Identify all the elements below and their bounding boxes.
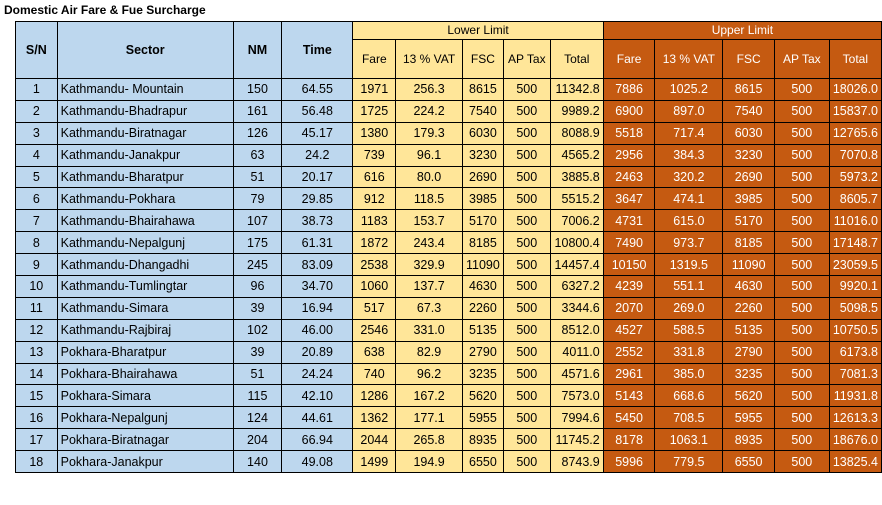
table-row xyxy=(16,144,882,166)
cell-lower-total: 4571.6 xyxy=(550,363,603,385)
cell-nm: 96 xyxy=(233,276,281,298)
cell-lower-vat: 67.3 xyxy=(396,297,463,319)
cell-lower-ap-tax: 500 xyxy=(503,232,550,254)
header-upper-limit: Upper Limit xyxy=(603,22,881,40)
cell-lower-total: 9989.2 xyxy=(550,100,603,122)
cell-lower-vat: 82.9 xyxy=(396,341,463,363)
cell-upper-ap-tax: 500 xyxy=(774,429,829,451)
cell-sector: Kathmandu-Biratnagar xyxy=(57,122,233,144)
cell-nm: 150 xyxy=(233,79,281,101)
cell-upper-total: 8605.7 xyxy=(829,188,881,210)
cell-lower-vat: 224.2 xyxy=(396,100,463,122)
cell-upper-ap-tax: 500 xyxy=(774,341,829,363)
cell-upper-ap-tax: 500 xyxy=(774,385,829,407)
cell-upper-fare: 3647 xyxy=(603,188,655,210)
cell-upper-vat: 331.8 xyxy=(655,341,723,363)
cell-upper-fare: 5518 xyxy=(603,122,655,144)
cell-lower-total: 4011.0 xyxy=(550,341,603,363)
cell-lower-total: 7006.2 xyxy=(550,210,603,232)
header-lower-limit: Lower Limit xyxy=(353,22,603,40)
cell-nm: 79 xyxy=(233,188,281,210)
cell-lower-fsc: 5620 xyxy=(462,385,503,407)
cell-upper-fare: 7490 xyxy=(603,232,655,254)
cell-upper-vat: 474.1 xyxy=(655,188,723,210)
cell-lower-fare: 1872 xyxy=(353,232,396,254)
cell-sn: 11 xyxy=(16,297,58,319)
header-lower-fare: Fare xyxy=(353,40,396,79)
cell-upper-vat: 779.5 xyxy=(655,451,723,473)
table-row xyxy=(16,451,882,473)
cell-time: 44.61 xyxy=(282,407,353,429)
table-row xyxy=(16,297,882,319)
cell-lower-fare: 1362 xyxy=(353,407,396,429)
cell-lower-vat: 194.9 xyxy=(396,451,463,473)
cell-nm: 115 xyxy=(233,385,281,407)
table-row xyxy=(16,341,882,363)
cell-upper-total: 7081.3 xyxy=(829,363,881,385)
cell-upper-fare: 2552 xyxy=(603,341,655,363)
cell-upper-fare: 2956 xyxy=(603,144,655,166)
cell-upper-fsc: 8615 xyxy=(723,79,775,101)
cell-upper-fsc: 5955 xyxy=(723,407,775,429)
cell-lower-fsc: 5955 xyxy=(462,407,503,429)
header-lower-fsc: FSC xyxy=(462,40,503,79)
cell-time: 46.00 xyxy=(282,319,353,341)
cell-time: 24.24 xyxy=(282,363,353,385)
cell-time: 20.89 xyxy=(282,341,353,363)
cell-lower-ap-tax: 500 xyxy=(503,319,550,341)
cell-nm: 39 xyxy=(233,297,281,319)
cell-lower-vat: 243.4 xyxy=(396,232,463,254)
cell-lower-fare: 1971 xyxy=(353,79,396,101)
cell-lower-total: 10800.4 xyxy=(550,232,603,254)
cell-upper-fsc: 8185 xyxy=(723,232,775,254)
cell-lower-fsc: 11090 xyxy=(462,254,503,276)
cell-sector: Kathmandu-Pokhara xyxy=(57,188,233,210)
cell-lower-fsc: 4630 xyxy=(462,276,503,298)
cell-lower-total: 6327.2 xyxy=(550,276,603,298)
cell-lower-total: 3885.8 xyxy=(550,166,603,188)
cell-sn: 9 xyxy=(16,254,58,276)
cell-lower-vat: 265.8 xyxy=(396,429,463,451)
cell-upper-ap-tax: 500 xyxy=(774,232,829,254)
cell-sector: Kathmandu-Bhairahawa xyxy=(57,210,233,232)
cell-lower-fsc: 3985 xyxy=(462,188,503,210)
cell-upper-total: 5098.5 xyxy=(829,297,881,319)
cell-upper-vat: 1025.2 xyxy=(655,79,723,101)
cell-upper-total: 5973.2 xyxy=(829,166,881,188)
table-row xyxy=(16,166,882,188)
cell-upper-vat: 897.0 xyxy=(655,100,723,122)
cell-lower-vat: 177.1 xyxy=(396,407,463,429)
table-row xyxy=(16,210,882,232)
header-lower-ap-tax: AP Tax xyxy=(503,40,550,79)
cell-sector: Pokhara-Bhairahawa xyxy=(57,363,233,385)
header-sn: S/N xyxy=(16,22,58,79)
cell-upper-total: 11931.8 xyxy=(829,385,881,407)
table-row xyxy=(16,122,882,144)
cell-lower-vat: 80.0 xyxy=(396,166,463,188)
header-lower-total: Total xyxy=(550,40,603,79)
header-upper-ap-tax: AP Tax xyxy=(774,40,829,79)
cell-upper-fare: 4527 xyxy=(603,319,655,341)
cell-lower-ap-tax: 500 xyxy=(503,100,550,122)
cell-upper-fsc: 3985 xyxy=(723,188,775,210)
table-row xyxy=(16,407,882,429)
cell-time: 64.55 xyxy=(282,79,353,101)
cell-lower-fare: 739 xyxy=(353,144,396,166)
header-upper-fare: Fare xyxy=(603,40,655,79)
cell-sector: Kathmandu-Bhadrapur xyxy=(57,100,233,122)
table-row xyxy=(16,363,882,385)
header-sector: Sector xyxy=(57,22,233,79)
cell-time: 16.94 xyxy=(282,297,353,319)
cell-upper-vat: 1063.1 xyxy=(655,429,723,451)
cell-lower-fare: 1380 xyxy=(353,122,396,144)
cell-nm: 175 xyxy=(233,232,281,254)
cell-lower-fare: 1060 xyxy=(353,276,396,298)
cell-lower-fare: 740 xyxy=(353,363,396,385)
cell-upper-ap-tax: 500 xyxy=(774,122,829,144)
cell-upper-fare: 4731 xyxy=(603,210,655,232)
cell-sector: Kathmandu-Nepalgunj xyxy=(57,232,233,254)
cell-upper-ap-tax: 500 xyxy=(774,144,829,166)
cell-sn: 2 xyxy=(16,100,58,122)
cell-lower-total: 3344.6 xyxy=(550,297,603,319)
page-title: Domestic Air Fare & Fue Surcharge xyxy=(4,3,206,17)
cell-upper-vat: 320.2 xyxy=(655,166,723,188)
cell-sector: Pokhara-Biratnagar xyxy=(57,429,233,451)
header-nm: NM xyxy=(233,22,281,79)
cell-lower-ap-tax: 500 xyxy=(503,451,550,473)
cell-lower-fare: 638 xyxy=(353,341,396,363)
header-time: Time xyxy=(282,22,353,79)
cell-sn: 16 xyxy=(16,407,58,429)
cell-lower-fare: 1183 xyxy=(353,210,396,232)
cell-upper-vat: 588.5 xyxy=(655,319,723,341)
cell-sn: 12 xyxy=(16,319,58,341)
cell-upper-fare: 8178 xyxy=(603,429,655,451)
cell-lower-fsc: 6030 xyxy=(462,122,503,144)
table-row xyxy=(16,79,882,101)
cell-upper-vat: 717.4 xyxy=(655,122,723,144)
cell-upper-fsc: 11090 xyxy=(723,254,775,276)
cell-upper-total: 15837.0 xyxy=(829,100,881,122)
cell-lower-fare: 616 xyxy=(353,166,396,188)
cell-sn: 15 xyxy=(16,385,58,407)
cell-upper-fsc: 5620 xyxy=(723,385,775,407)
table-row xyxy=(16,100,882,122)
cell-upper-fsc: 5135 xyxy=(723,319,775,341)
cell-sector: Pokhara-Bharatpur xyxy=(57,341,233,363)
table-row xyxy=(16,319,882,341)
cell-lower-total: 4565.2 xyxy=(550,144,603,166)
cell-sn: 10 xyxy=(16,276,58,298)
table-row xyxy=(16,429,882,451)
cell-lower-total: 8743.9 xyxy=(550,451,603,473)
cell-lower-fsc: 6550 xyxy=(462,451,503,473)
cell-lower-ap-tax: 500 xyxy=(503,407,550,429)
cell-lower-fare: 1286 xyxy=(353,385,396,407)
cell-sector: Kathmandu-Dhangadhi xyxy=(57,254,233,276)
cell-upper-fare: 10150 xyxy=(603,254,655,276)
cell-lower-ap-tax: 500 xyxy=(503,188,550,210)
table-row xyxy=(16,385,882,407)
cell-upper-ap-tax: 500 xyxy=(774,210,829,232)
cell-upper-fsc: 8935 xyxy=(723,429,775,451)
cell-sector: Kathmandu-Janakpur xyxy=(57,144,233,166)
cell-time: 29.85 xyxy=(282,188,353,210)
cell-upper-ap-tax: 500 xyxy=(774,451,829,473)
cell-upper-vat: 384.3 xyxy=(655,144,723,166)
cell-sn: 1 xyxy=(16,79,58,101)
cell-upper-total: 18026.0 xyxy=(829,79,881,101)
cell-sn: 14 xyxy=(16,363,58,385)
cell-time: 34.70 xyxy=(282,276,353,298)
cell-lower-ap-tax: 500 xyxy=(503,166,550,188)
cell-sector: Kathmandu-Bharatpur xyxy=(57,166,233,188)
cell-lower-fare: 2044 xyxy=(353,429,396,451)
table-row xyxy=(16,232,882,254)
cell-sn: 7 xyxy=(16,210,58,232)
cell-lower-ap-tax: 500 xyxy=(503,79,550,101)
cell-upper-vat: 708.5 xyxy=(655,407,723,429)
cell-lower-total: 7994.6 xyxy=(550,407,603,429)
cell-lower-fare: 517 xyxy=(353,297,396,319)
cell-lower-vat: 96.2 xyxy=(396,363,463,385)
cell-time: 61.31 xyxy=(282,232,353,254)
cell-lower-vat: 137.7 xyxy=(396,276,463,298)
cell-lower-fsc: 3235 xyxy=(462,363,503,385)
cell-upper-fsc: 7540 xyxy=(723,100,775,122)
cell-upper-total: 12613.3 xyxy=(829,407,881,429)
cell-upper-total: 7070.8 xyxy=(829,144,881,166)
cell-lower-vat: 331.0 xyxy=(396,319,463,341)
cell-upper-vat: 385.0 xyxy=(655,363,723,385)
cell-nm: 140 xyxy=(233,451,281,473)
cell-time: 56.48 xyxy=(282,100,353,122)
cell-lower-fsc: 8185 xyxy=(462,232,503,254)
fare-table xyxy=(15,21,882,473)
cell-nm: 63 xyxy=(233,144,281,166)
cell-time: 49.08 xyxy=(282,451,353,473)
cell-nm: 126 xyxy=(233,122,281,144)
cell-upper-fsc: 2790 xyxy=(723,341,775,363)
cell-upper-fare: 5996 xyxy=(603,451,655,473)
cell-sn: 17 xyxy=(16,429,58,451)
cell-lower-ap-tax: 500 xyxy=(503,276,550,298)
cell-lower-ap-tax: 500 xyxy=(503,341,550,363)
cell-lower-total: 8088.9 xyxy=(550,122,603,144)
cell-nm: 102 xyxy=(233,319,281,341)
cell-upper-fare: 4239 xyxy=(603,276,655,298)
table-row xyxy=(16,188,882,210)
cell-lower-total: 7573.0 xyxy=(550,385,603,407)
cell-sn: 8 xyxy=(16,232,58,254)
cell-nm: 161 xyxy=(233,100,281,122)
cell-upper-fsc: 3235 xyxy=(723,363,775,385)
cell-sn: 13 xyxy=(16,341,58,363)
cell-nm: 51 xyxy=(233,166,281,188)
cell-lower-ap-tax: 500 xyxy=(503,144,550,166)
cell-upper-ap-tax: 500 xyxy=(774,276,829,298)
cell-sector: Kathmandu-Rajbiraj xyxy=(57,319,233,341)
cell-sn: 18 xyxy=(16,451,58,473)
cell-upper-vat: 1319.5 xyxy=(655,254,723,276)
cell-upper-total: 11016.0 xyxy=(829,210,881,232)
cell-upper-vat: 973.7 xyxy=(655,232,723,254)
cell-lower-fsc: 5135 xyxy=(462,319,503,341)
cell-time: 83.09 xyxy=(282,254,353,276)
cell-upper-fsc: 6550 xyxy=(723,451,775,473)
header-upper-fsc: FSC xyxy=(723,40,775,79)
cell-upper-ap-tax: 500 xyxy=(774,254,829,276)
cell-lower-fare: 2538 xyxy=(353,254,396,276)
cell-upper-fare: 2961 xyxy=(603,363,655,385)
cell-time: 20.17 xyxy=(282,166,353,188)
cell-upper-fare: 5143 xyxy=(603,385,655,407)
cell-lower-ap-tax: 500 xyxy=(503,297,550,319)
cell-lower-vat: 118.5 xyxy=(396,188,463,210)
cell-upper-fare: 6900 xyxy=(603,100,655,122)
cell-upper-total: 13825.4 xyxy=(829,451,881,473)
cell-lower-fsc: 8615 xyxy=(462,79,503,101)
cell-upper-vat: 668.6 xyxy=(655,385,723,407)
cell-upper-ap-tax: 500 xyxy=(774,100,829,122)
cell-upper-fsc: 5170 xyxy=(723,210,775,232)
cell-lower-vat: 256.3 xyxy=(396,79,463,101)
cell-upper-fsc: 3230 xyxy=(723,144,775,166)
cell-upper-total: 17148.7 xyxy=(829,232,881,254)
cell-nm: 124 xyxy=(233,407,281,429)
cell-sector: Kathmandu-Tumlingtar xyxy=(57,276,233,298)
header-upper-vat: 13 % VAT xyxy=(655,40,723,79)
cell-lower-vat: 329.9 xyxy=(396,254,463,276)
cell-lower-fsc: 2690 xyxy=(462,166,503,188)
cell-lower-total: 11745.2 xyxy=(550,429,603,451)
cell-lower-fare: 1499 xyxy=(353,451,396,473)
cell-lower-total: 5515.2 xyxy=(550,188,603,210)
cell-sector: Pokhara-Simara xyxy=(57,385,233,407)
cell-sector: Kathmandu- Mountain xyxy=(57,79,233,101)
cell-lower-fsc: 5170 xyxy=(462,210,503,232)
cell-lower-fare: 2546 xyxy=(353,319,396,341)
cell-upper-ap-tax: 500 xyxy=(774,407,829,429)
cell-upper-vat: 615.0 xyxy=(655,210,723,232)
cell-sn: 4 xyxy=(16,144,58,166)
cell-upper-total: 23059.5 xyxy=(829,254,881,276)
cell-time: 45.17 xyxy=(282,122,353,144)
cell-lower-ap-tax: 500 xyxy=(503,210,550,232)
cell-upper-ap-tax: 500 xyxy=(774,166,829,188)
cell-lower-vat: 179.3 xyxy=(396,122,463,144)
cell-lower-ap-tax: 500 xyxy=(503,122,550,144)
cell-lower-ap-tax: 500 xyxy=(503,385,550,407)
cell-upper-total: 18676.0 xyxy=(829,429,881,451)
cell-lower-vat: 167.2 xyxy=(396,385,463,407)
cell-upper-fare: 2070 xyxy=(603,297,655,319)
cell-lower-ap-tax: 500 xyxy=(503,429,550,451)
cell-sn: 6 xyxy=(16,188,58,210)
cell-lower-fsc: 2260 xyxy=(462,297,503,319)
cell-upper-fare: 2463 xyxy=(603,166,655,188)
cell-time: 42.10 xyxy=(282,385,353,407)
cell-lower-fsc: 7540 xyxy=(462,100,503,122)
cell-time: 24.2 xyxy=(282,144,353,166)
cell-time: 66.94 xyxy=(282,429,353,451)
cell-lower-vat: 153.7 xyxy=(396,210,463,232)
cell-upper-ap-tax: 500 xyxy=(774,319,829,341)
cell-upper-total: 10750.5 xyxy=(829,319,881,341)
cell-nm: 51 xyxy=(233,363,281,385)
cell-upper-total: 12765.6 xyxy=(829,122,881,144)
cell-upper-vat: 269.0 xyxy=(655,297,723,319)
header-lower-vat: 13 % VAT xyxy=(396,40,463,79)
cell-upper-fsc: 2260 xyxy=(723,297,775,319)
cell-nm: 39 xyxy=(233,341,281,363)
cell-lower-total: 8512.0 xyxy=(550,319,603,341)
cell-upper-ap-tax: 500 xyxy=(774,79,829,101)
cell-lower-vat: 96.1 xyxy=(396,144,463,166)
cell-lower-fare: 912 xyxy=(353,188,396,210)
cell-sn: 5 xyxy=(16,166,58,188)
table-row xyxy=(16,276,882,298)
cell-lower-ap-tax: 500 xyxy=(503,363,550,385)
cell-upper-fsc: 2690 xyxy=(723,166,775,188)
cell-upper-ap-tax: 500 xyxy=(774,297,829,319)
table-row xyxy=(16,254,882,276)
cell-sn: 3 xyxy=(16,122,58,144)
cell-nm: 245 xyxy=(233,254,281,276)
cell-lower-fsc: 8935 xyxy=(462,429,503,451)
header-upper-total: Total xyxy=(829,40,881,79)
cell-nm: 204 xyxy=(233,429,281,451)
cell-upper-fsc: 4630 xyxy=(723,276,775,298)
cell-lower-total: 14457.4 xyxy=(550,254,603,276)
cell-upper-fare: 7886 xyxy=(603,79,655,101)
cell-sector: Pokhara-Nepalgunj xyxy=(57,407,233,429)
cell-lower-fare: 1725 xyxy=(353,100,396,122)
cell-upper-fare: 5450 xyxy=(603,407,655,429)
cell-upper-fsc: 6030 xyxy=(723,122,775,144)
cell-upper-ap-tax: 500 xyxy=(774,363,829,385)
cell-sector: Pokhara-Janakpur xyxy=(57,451,233,473)
cell-nm: 107 xyxy=(233,210,281,232)
cell-sector: Kathmandu-Simara xyxy=(57,297,233,319)
cell-lower-fsc: 3230 xyxy=(462,144,503,166)
cell-upper-vat: 551.1 xyxy=(655,276,723,298)
cell-lower-total: 11342.8 xyxy=(550,79,603,101)
cell-upper-ap-tax: 500 xyxy=(774,188,829,210)
cell-lower-fsc: 2790 xyxy=(462,341,503,363)
cell-upper-total: 6173.8 xyxy=(829,341,881,363)
cell-upper-total: 9920.1 xyxy=(829,276,881,298)
cell-lower-ap-tax: 500 xyxy=(503,254,550,276)
cell-time: 38.73 xyxy=(282,210,353,232)
